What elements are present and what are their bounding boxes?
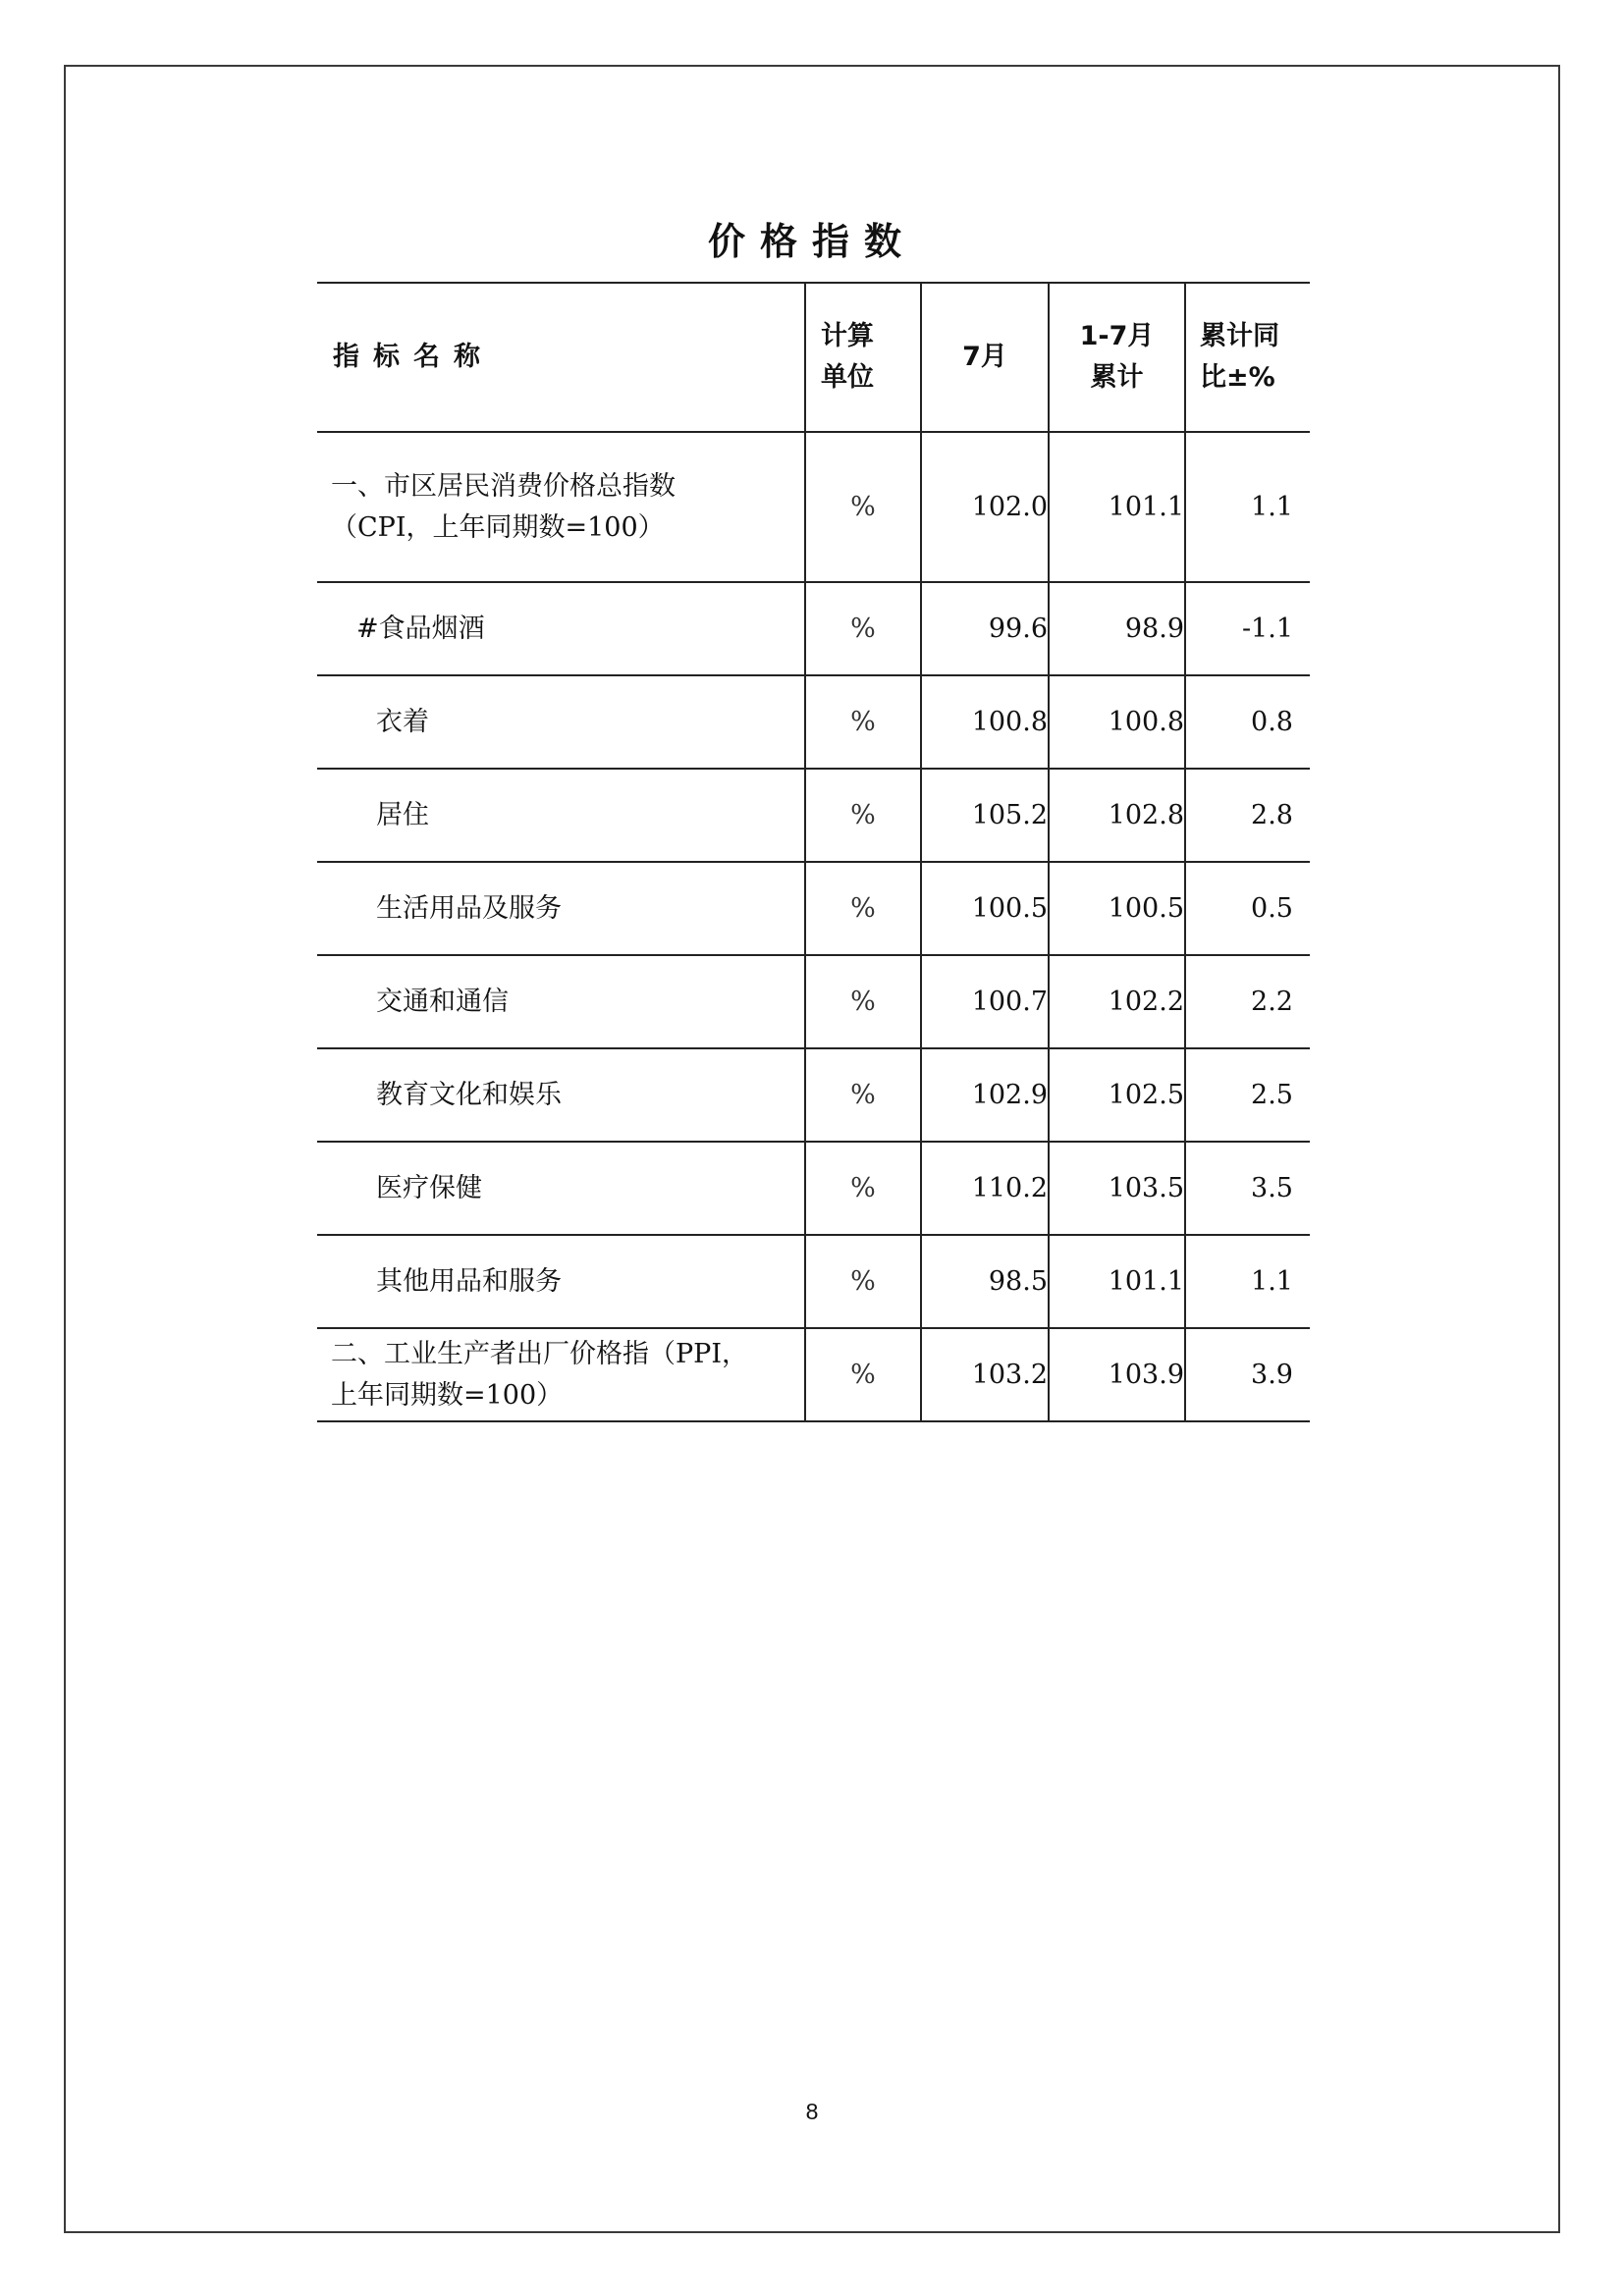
table-row [317, 1328, 1310, 1421]
row-yoy-value: 1.1 [1185, 432, 1310, 582]
table-row [317, 432, 1310, 582]
row-month-value: 102.9 [921, 1048, 1049, 1142]
row-name-line: 二、工业生产者出厂价格指（PPI， [331, 1338, 748, 1369]
row-cumulative-value: 101.1 [1049, 432, 1185, 582]
row-month-value: 98.5 [921, 1235, 1049, 1328]
page-title: 价格指数 [707, 220, 916, 263]
row-month-value: 102.0 [921, 432, 1049, 582]
row-yoy-value: -1.1 [1185, 582, 1310, 675]
row-cumulative-value: 102.2 [1049, 955, 1185, 1048]
row-yoy-value: 0.5 [1185, 862, 1310, 955]
row-name-line: （CPI，上年同期数=100） [331, 511, 665, 543]
row-unit: % [805, 955, 921, 1048]
header-yoy-line-1: 累计同 [1200, 321, 1279, 351]
row-name [317, 1328, 805, 1421]
row-cumulative-value: 102.5 [1049, 1048, 1185, 1142]
header-yoy-line-2: 比±% [1200, 362, 1275, 393]
row-unit: % [805, 1142, 921, 1235]
row-unit: % [805, 769, 921, 862]
row-unit: % [805, 675, 921, 769]
header-unit-line-2: 单位 [821, 362, 874, 393]
row-name: 交通和通信 [317, 955, 805, 1048]
row-yoy-value: 2.5 [1185, 1048, 1310, 1142]
row-name [317, 432, 805, 582]
row-name: 居住 [317, 769, 805, 862]
table-row [317, 955, 1310, 1048]
row-cumulative-value: 100.8 [1049, 675, 1185, 769]
row-month-value: 99.6 [921, 582, 1049, 675]
table-row [317, 1142, 1310, 1235]
row-name: 教育文化和娱乐 [317, 1048, 805, 1142]
row-cumulative-value: 103.5 [1049, 1142, 1185, 1235]
row-yoy-value: 1.1 [1185, 1235, 1310, 1328]
row-month-value: 110.2 [921, 1142, 1049, 1235]
row-cumulative-value: 98.9 [1049, 582, 1185, 675]
row-unit: % [805, 1235, 921, 1328]
table-row [317, 1048, 1310, 1142]
row-unit: % [805, 862, 921, 955]
header-cumulative-line-1: 1-7月 [1079, 321, 1155, 351]
price-index-table [317, 282, 1310, 1422]
row-name: 其他用品和服务 [317, 1235, 805, 1328]
header-month: 7月 [921, 283, 1049, 432]
row-month-value: 100.8 [921, 675, 1049, 769]
row-unit: % [805, 1048, 921, 1142]
row-cumulative-value: 100.5 [1049, 862, 1185, 955]
header-yoy [1185, 283, 1310, 432]
row-name: 生活用品及服务 [317, 862, 805, 955]
row-unit: % [805, 1328, 921, 1421]
table-header-row [317, 283, 1310, 432]
table-row [317, 769, 1310, 862]
row-name-line: 上年同期数=100） [331, 1379, 564, 1411]
row-month-value: 105.2 [921, 769, 1049, 862]
header-indicator-name: 指标名称 [317, 283, 805, 432]
row-yoy-value: 3.9 [1185, 1328, 1310, 1421]
row-cumulative-value: 102.8 [1049, 769, 1185, 862]
row-yoy-value: 2.8 [1185, 769, 1310, 862]
header-unit-line-1: 计算 [821, 321, 874, 351]
row-name: #食品烟酒 [317, 582, 805, 675]
row-unit: % [805, 582, 921, 675]
row-yoy-value: 2.2 [1185, 955, 1310, 1048]
row-name-line: 一、市区居民消费价格总指数 [331, 470, 676, 502]
header-cumulative [1049, 283, 1185, 432]
row-cumulative-value: 101.1 [1049, 1235, 1185, 1328]
row-month-value: 103.2 [921, 1328, 1049, 1421]
row-month-value: 100.5 [921, 862, 1049, 955]
page-number: 8 [805, 2099, 819, 2124]
row-unit: % [805, 432, 921, 582]
row-name: 衣着 [317, 675, 805, 769]
table-row [317, 862, 1310, 955]
row-cumulative-value: 103.9 [1049, 1328, 1185, 1421]
row-yoy-value: 0.8 [1185, 675, 1310, 769]
header-unit [805, 283, 921, 432]
row-month-value: 100.7 [921, 955, 1049, 1048]
table-row [317, 675, 1310, 769]
table-row [317, 1235, 1310, 1328]
table-row [317, 582, 1310, 675]
row-yoy-value: 3.5 [1185, 1142, 1310, 1235]
header-cumulative-line-2: 累计 [1090, 362, 1144, 393]
row-name: 医疗保健 [317, 1142, 805, 1235]
